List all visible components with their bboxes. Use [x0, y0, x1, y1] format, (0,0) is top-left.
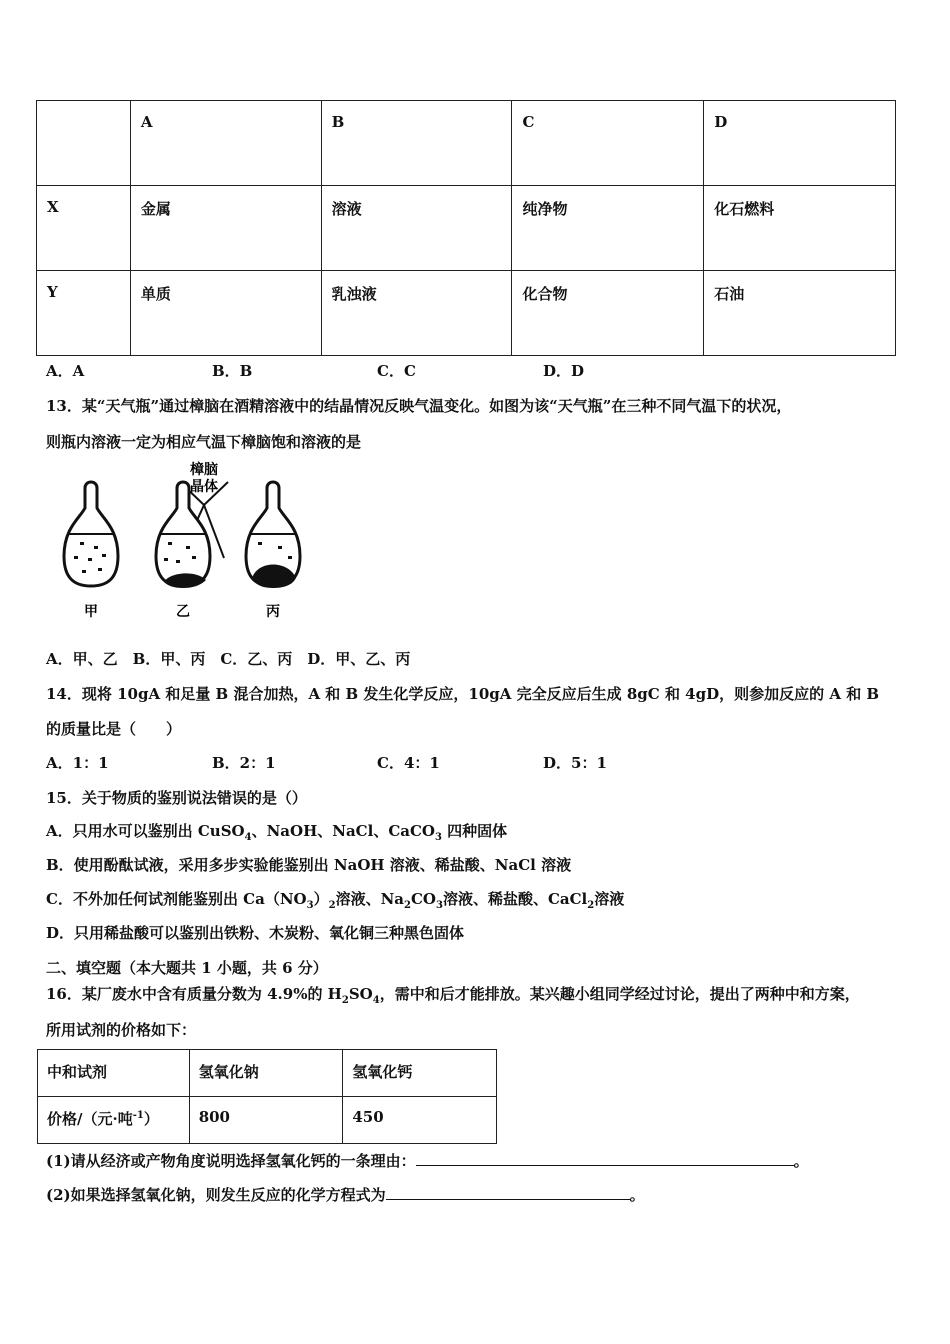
q16-sub1: (1)请从经济或产物角度说明选择氢氧化钙的一条理由： 。 — [46, 1152, 809, 1170]
classification-table — [36, 100, 896, 356]
q14-stem-line2: 的质量比是（ ） — [46, 720, 182, 738]
table-cell: 乳浊液 — [321, 271, 512, 356]
table-cell: 450 — [343, 1097, 497, 1144]
table-cell: 800 — [189, 1097, 343, 1144]
table-cell: X — [37, 186, 131, 271]
table-cell: 纯净物 — [512, 186, 704, 271]
table-cell: 化合物 — [512, 271, 704, 356]
table-cell: D — [704, 101, 896, 186]
q16-stem-line2: 所用试剂的价格如下： — [46, 1021, 197, 1039]
table-cell: B — [321, 101, 512, 186]
q16-stem-line1: 16．某厂废水中含有质量分数为 4.9%的 $H_2SO_4$，需中和后才能排放。某兴趣小组同学经过讨论，提出了两种中和方案， — [46, 985, 860, 1006]
flask-label-bing: 丙 — [266, 605, 280, 620]
q12-option-b: B．B — [212, 362, 253, 380]
flask-jia — [64, 482, 118, 586]
reagent-price-table — [37, 1049, 497, 1144]
table-row — [38, 1050, 497, 1097]
q15-option-b: B．使用酚酞试液，采用多步实验能鉴别出 NaOH 溶液、稀盐酸、NaCl 溶液 — [46, 856, 572, 874]
q14-option-a: A．1：1 — [46, 754, 109, 772]
q14-option-c: C．4：1 — [377, 754, 440, 772]
table-cell: C — [512, 101, 704, 186]
table-cell: 石油 — [704, 271, 896, 356]
q15-option-d: D．只用稀盐酸可以鉴别出铁粉、木炭粉、氧化铜三种黑色固体 — [46, 924, 465, 942]
weather-bottle-figure — [52, 460, 322, 620]
flask-label-jia: 甲 — [84, 605, 98, 620]
q13-stem-line1: 13．某“天气瓶”通过樟脑在酒精溶液中的结晶情况反映气温变化。如图为该“天气瓶”在三种不同气温下的状况， — [46, 397, 792, 415]
answer-blank-1[interactable] — [416, 1151, 794, 1166]
flask-bing — [246, 482, 300, 588]
section-heading: 二、填空题（本大题共 1 小题，共 6 分） — [46, 959, 328, 977]
q12-option-a: A．A — [46, 362, 85, 380]
table-cell: 溶液 — [321, 186, 512, 271]
figure-label-camphor: 樟脑 — [190, 463, 218, 478]
table-cell — [37, 101, 131, 186]
table-row — [37, 186, 896, 271]
table-cell: 中和试剂 — [38, 1050, 190, 1097]
q15-option-a: A．只用水可以鉴别出 CuSO$_4$、NaOH、NaCl、CaCO$_3$ 四种固体 — [46, 822, 508, 843]
table-cell: 金属 — [130, 186, 321, 271]
table-row — [37, 271, 896, 356]
q13-options: A．甲、乙 B．甲、丙 C．乙、丙 D．甲、乙、丙 — [46, 650, 411, 668]
q13-stem-line2: 则瓶内溶液一定为相应气温下樟脑饱和溶液的是 — [46, 433, 362, 451]
q14-option-b: B．2：1 — [212, 754, 276, 772]
table-cell: 化石燃料 — [704, 186, 896, 271]
table-cell: 氢氧化钙 — [343, 1050, 497, 1097]
q12-option-c: C．C — [377, 362, 416, 380]
table-row — [38, 1097, 497, 1144]
table-cell: Y — [37, 271, 131, 356]
q16-sub2: (2)如果选择氢氧化钠，则发生反应的化学方程式为 。 — [46, 1186, 645, 1204]
answer-blank-2[interactable] — [386, 1185, 630, 1200]
table-cell: 价格/（元·吨$^{-1}$） — [38, 1097, 190, 1144]
q15-stem: 15．关于物质的鉴别说法错误的是（） — [46, 789, 307, 807]
q14-option-d: D．5：1 — [543, 754, 607, 772]
table-cell: A — [130, 101, 321, 186]
table-cell: 氢氧化钠 — [189, 1050, 343, 1097]
q14-stem-line1: 14．现将 10gA 和足量 B 混合加热，A 和 B 发生化学反应，10gA 完全反应后生成 8gC 和 4gD，则参加反应的 A 和 B — [46, 685, 880, 703]
q15-option-c: C．不外加任何试剂能鉴别出 $Ca(NO_3)_2$溶液、$Na_2CO_3$溶液、稀盐酸、CaCl$_2$溶液 — [46, 890, 625, 911]
table-cell: 单质 — [130, 271, 321, 356]
figure-label-crystal: 晶体 — [190, 480, 218, 495]
flask-yi — [156, 482, 210, 588]
table-row — [37, 101, 896, 186]
q12-option-d: D．D — [543, 362, 585, 380]
flask-label-yi: 乙 — [176, 605, 190, 620]
